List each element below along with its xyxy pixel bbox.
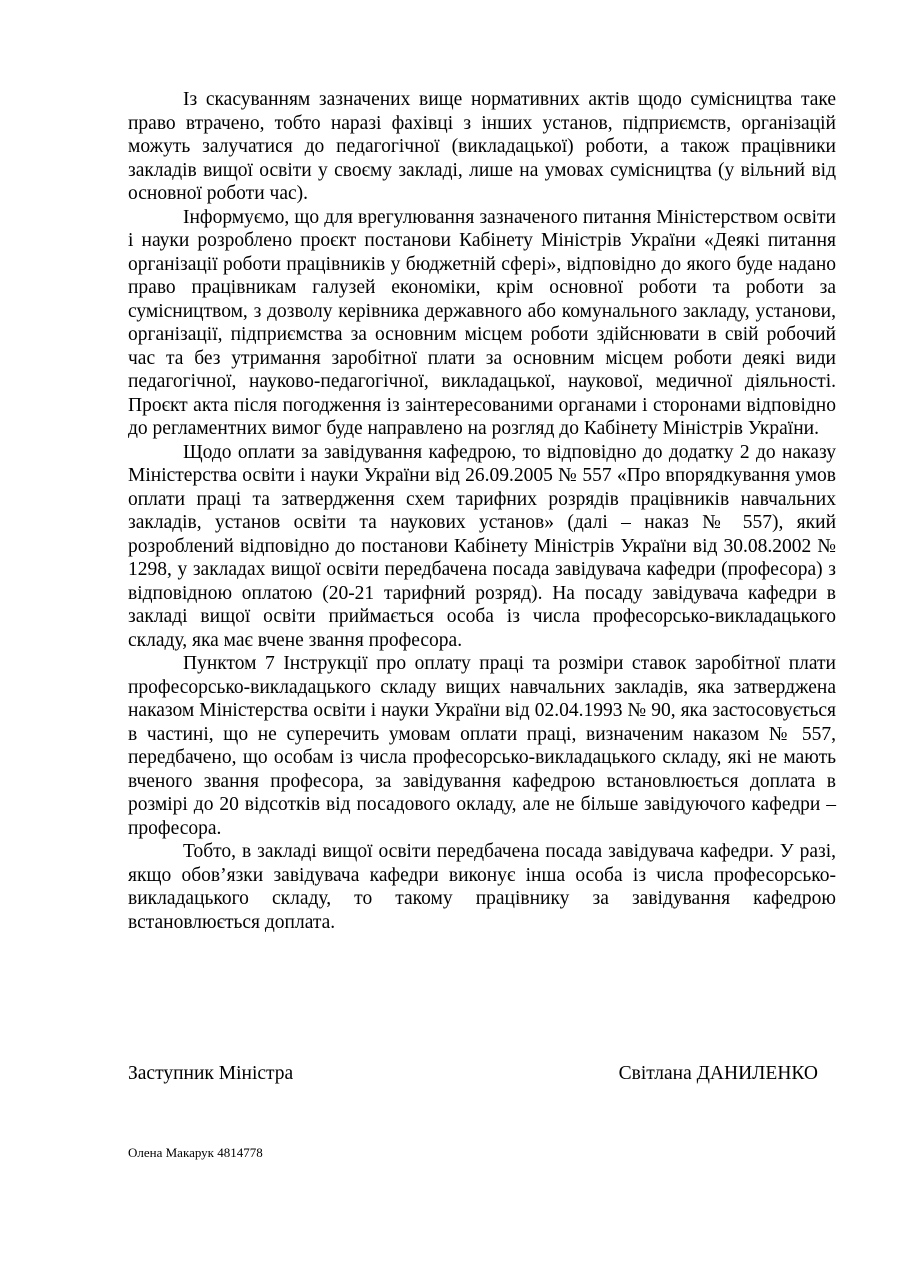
signatory-name: Світлана ДАНИЛЕНКО	[618, 1063, 818, 1084]
paragraph-conclusion: Тобто, в закладі вищої освіти передбачена посада завідувача кафедри. У разі, якщо обов’язки завідувача кафедри виконує інша особа із числа професорсько-викладацького складу, то такому працівнику за завідування кафедрою встановлюється доплата.	[128, 841, 836, 933]
signature-block	[128, 1062, 818, 1086]
paragraph-cancellation: Із скасуванням зазначених вище нормативних актів щодо сумісництва таке право втрачено, тобто наразі фахівці з інших установ, підприємств, організацій можуть залучатися до педагогічної (викладацької) роботи, а також працівники закладів вищої освіти у своєму закладі, лише на умовах сумісництва (у вільний від основної роботи час).	[128, 89, 836, 204]
executor-info: Олена Макарук 4814778	[128, 1145, 263, 1160]
paragraph-draft-resolution: Інформуємо, що для врегулювання зазначеного питання Міністерством освіти і науки розроблено проєкт постанови Кабінету Міністрів України «Деякі питання організації роботи працівників у бюджетній сфері», відповідно до якого буде надано право працівникам галузей економіки, крім основної роботи та роботи за сумісництвом, з дозволу керівника державного або комунального закладу, установи, організації, підприємства за основним місцем роботи здійснювати в свій робочий час та без утримання заробітної плати за основним місцем роботи деякі види педагогічної, науково-педагогічної, викладацької, наукової, медичної діяльності. Проєкт акта після погодження із заінтересованими органами і сторонами відповідно до регламентних вимог буде направлено на розгляд до Кабінету Міністрів України.	[128, 206, 836, 439]
paragraph-instruction-item-7: Пунктом 7 Інструкції про оплату праці та розміри ставок заробітної плати професорсько-викладацького складу вищих навчальних закладів, яка затверджена наказом Міністерства освіти і науки України від 02.04.1993 № 90, яка застосовується в частині, що не суперечить умовам оплати праці, визначеним наказом № 557, передбачено, що особам із числа професорсько-викладацького складу, які не мають вченого звання професора, за завідування кафедрою встановлюється доплата в розмірі до 20 відсотків від посадового окладу, але не більше завідуючого кафедри – професора.	[128, 653, 836, 839]
paragraph-department-head-pay: Щодо оплати за завідування кафедрою, то відповідно до додатку 2 до наказу Міністерства освіти і науки України від 26.09.2005 № 557 «Про впорядкування умов оплати праці та затвердження схем тарифних розрядів працівників навчальних закладів, установ освіти та наукових установ» (далі – наказ № 557), який розроблений відповідно до постанови Кабінету Міністрів України від 30.08.2002 № 1298, у закладах вищої освіти передбачена посада завідувача кафедри (професора) з відповідною оплатою (20-21 тарифний розряд). На посаду завідувача кафедри в закладі вищої освіти приймається особа із числа професорсько-викладацького складу, яка має вчене звання професора.	[128, 441, 836, 651]
signatory-position: Заступник Міністра	[128, 1063, 294, 1084]
letter-body	[128, 88, 836, 934]
